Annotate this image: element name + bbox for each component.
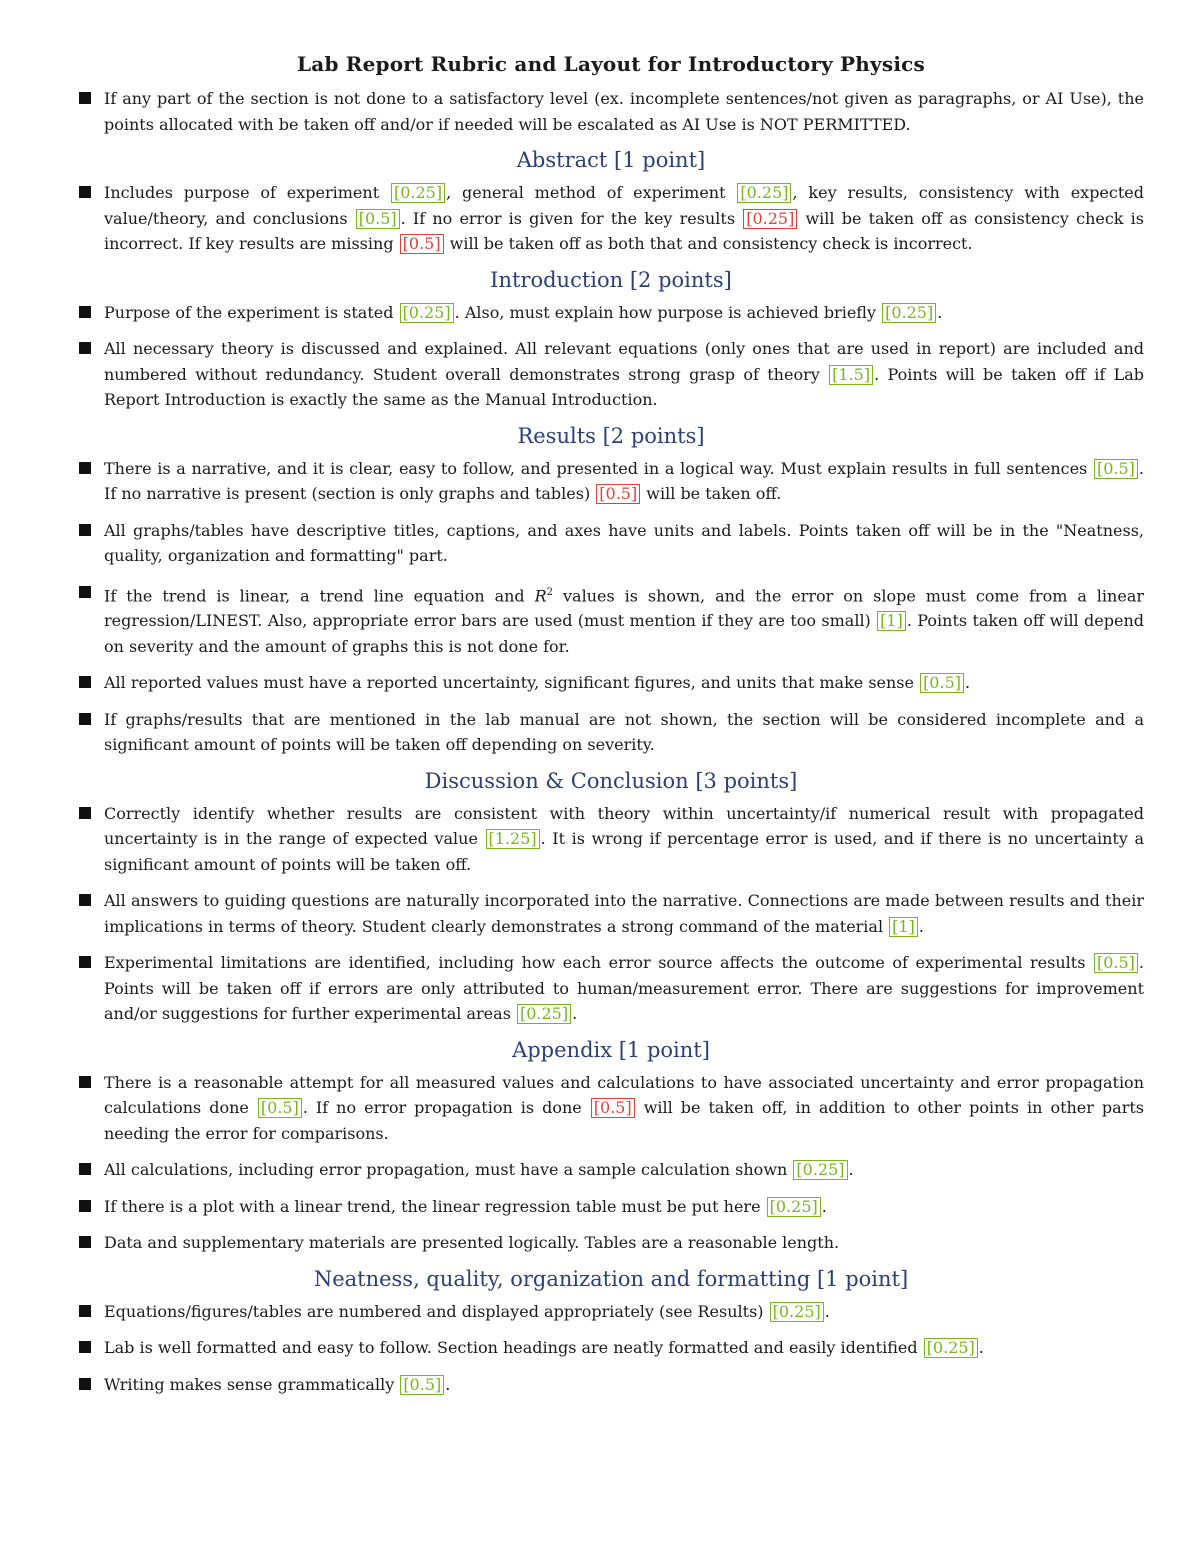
page-title: Lab Report Rubric and Layout for Introductory Physics: [297, 52, 925, 76]
item-text: . If no error is given for the key results: [400, 208, 743, 228]
rubric-item: [78, 1194, 1144, 1220]
square-bullet-icon: [79, 1236, 91, 1248]
item-text: Purpose of the experiment is stated: [104, 302, 399, 322]
item-text: If graphs/results that are mentioned in the lab manual are not shown, the section will be considered incomplete and a significant amount of points will be taken off depending on severity.: [104, 709, 1144, 755]
points-awarded-badge: [0.25]: [400, 303, 454, 323]
rubric-item: [78, 518, 1144, 569]
item-text: There is a reasonable attempt for all measured values and calculations to have associated uncertainty and error propagation calculations done: [104, 1072, 1144, 1118]
square-bullet-icon: [79, 713, 91, 725]
points-awarded-badge: [0.5]: [1094, 953, 1138, 973]
item-text: All reported values must have a reported uncertainty, significant figures, and units that make sense: [104, 673, 920, 693]
rubric-section: [78, 148, 1144, 257]
square-bullet-icon: [79, 586, 91, 598]
item-text: If the trend is linear, a trend line equation and: [104, 585, 535, 605]
item-text: . Also, must explain how purpose is achieved briefly: [454, 302, 882, 322]
square-bullet-icon: [79, 186, 91, 198]
rubric-item: [78, 456, 1144, 507]
item-text: Experimental limitations are identified, including how each error source affects the outcome of experimental results: [104, 953, 1093, 973]
square-bullet-icon: [79, 1163, 91, 1175]
superscript: 2: [546, 586, 554, 598]
square-bullet-icon: [79, 342, 91, 354]
item-text: will be taken off.: [641, 484, 782, 503]
item-text: . Points will be taken off if errors are only attributed to human/measurement error. There are suggestions for improvement and/or suggestions for further experimental areas: [104, 953, 1144, 1024]
item-text: If any part of the section is not done to a satisfactory level (ex. incomplete sentences/not given as paragraphs, or AI Use), the points allocated with be taken off and/or if needed will be escalated as AI Use is NOT PERMITTED.: [104, 89, 1144, 134]
points-awarded-badge: [0.25]: [924, 1338, 978, 1358]
square-bullet-icon: [79, 1305, 91, 1317]
points-awarded-badge: [0.25]: [767, 1197, 821, 1217]
rubric-section: [78, 1038, 1144, 1256]
points-awarded-badge: [0.5]: [1094, 459, 1138, 479]
points-awarded-badge: [1.5]: [829, 365, 873, 385]
item-text: will be taken off as both that and consistency check is incorrect.: [444, 234, 973, 253]
item-text: , general method of experiment: [446, 183, 737, 202]
points-awarded-badge: [1.25]: [486, 829, 540, 849]
points-awarded-badge: [1]: [877, 611, 906, 631]
points-awarded-badge: [0.25]: [882, 303, 936, 323]
item-text: .: [848, 1160, 854, 1180]
section-heading: Introduction [2 points]: [490, 267, 732, 292]
item-text: Equations/figures/tables are numbered and displayed appropriately (see Results): [104, 1301, 769, 1321]
item-text: .: [978, 1338, 984, 1358]
square-bullet-icon: [79, 894, 91, 906]
rubric-item: [78, 670, 1144, 696]
points-awarded-badge: [0.5]: [400, 1375, 444, 1395]
rubric-section: [78, 268, 1144, 413]
item-text: . It is wrong if percentage error is used, and if there is no uncertainty a significant amount of points will be taken off.: [104, 829, 1145, 874]
item-text: .: [821, 1196, 827, 1216]
item-text: .: [445, 1374, 451, 1394]
points-deducted-badge: [0.25]: [743, 209, 797, 229]
points-awarded-badge: [0.25]: [770, 1302, 824, 1322]
item-text: All answers to guiding questions are naturally incorporated into the narrative. Connections are made between results and their implications in terms of theory. Student clearly demonstrates a strong command of the material: [104, 891, 1144, 936]
rubric-item: [78, 180, 1144, 257]
square-bullet-icon: [79, 92, 91, 104]
section-heading: Results [2 points]: [517, 423, 705, 448]
rubric-item: [78, 1335, 1144, 1361]
item-text: values is shown, and the error on slope must come from a linear regression/LINEST. Also, appropriate error bars are used (must mention if they are too small): [104, 585, 1145, 631]
section-heading: Discussion & Conclusion [3 points]: [424, 768, 798, 793]
item-text: All calculations, including error propagation, must have a sample calculation shown: [104, 1160, 793, 1180]
section-heading: Neatness, quality, organization and formatting [1 point]: [313, 1266, 909, 1291]
item-text: There is a narrative, and it is clear, easy to follow, and presented in a logical way. Must explain results in full sentences: [104, 458, 1093, 478]
points-awarded-badge: [0.25]: [391, 183, 445, 203]
points-deducted-badge: [0.5]: [400, 234, 444, 254]
points-awarded-badge: [0.5]: [920, 673, 964, 693]
rubric-item: [78, 86, 1144, 137]
rubric-item: [78, 1070, 1144, 1147]
sections-container: [78, 148, 1144, 1397]
item-text: , key results, consistency with expected value/theory, and conclusions: [104, 183, 1144, 228]
points-deducted-badge: [0.5]: [591, 1098, 635, 1118]
square-bullet-icon: [79, 1076, 91, 1088]
item-text: Lab is well formatted and easy to follow. Section headings are neatly formatted and easily identified: [104, 1338, 923, 1358]
square-bullet-icon: [79, 462, 91, 474]
item-text: Correctly identify whether results are consistent with theory within uncertainty/if numerical result with propagated uncertainty is in the range of expected value: [104, 803, 1144, 849]
item-text: Writing makes sense grammatically: [104, 1374, 400, 1394]
rubric-item: [78, 950, 1144, 1027]
square-bullet-icon: [79, 1341, 91, 1353]
item-text: . Points taken off will depend on severity and the amount of graphs this is not done for.: [104, 611, 1145, 656]
item-text: .: [572, 1004, 578, 1024]
rubric-item: [78, 300, 1144, 326]
rubric-item: [78, 1299, 1144, 1325]
item-text: . Points will be taken off if Lab Report Introduction is exactly the same as the Manual Introduction.: [104, 364, 1145, 409]
item-text: All graphs/tables have descriptive titles, captions, and axes have units and labels. Points taken off will be in the "Neatness, quality, organization and formatting" part.: [104, 520, 1144, 565]
section-heading: Appendix [1 point]: [512, 1037, 710, 1062]
item-text: . If no error propagation is done: [302, 1098, 590, 1118]
item-text: If there is a plot with a linear trend, the linear regression table must be put here: [104, 1196, 766, 1216]
square-bullet-icon: [79, 807, 91, 819]
item-text: .: [918, 916, 924, 936]
rubric-item: [78, 1372, 1144, 1398]
points-awarded-badge: [0.25]: [793, 1160, 847, 1180]
rubric-item: [78, 707, 1144, 758]
square-bullet-icon: [79, 524, 91, 536]
points-deducted-badge: [0.5]: [596, 484, 640, 504]
rubric-item: [78, 580, 1144, 660]
rubric-section: [78, 769, 1144, 1027]
rubric-page: [78, 52, 1144, 1408]
square-bullet-icon: [79, 676, 91, 688]
points-awarded-badge: [0.5]: [258, 1098, 302, 1118]
item-text: Includes purpose of experiment: [104, 183, 390, 202]
item-text: .: [965, 673, 971, 693]
section-heading: Abstract [1 point]: [516, 148, 706, 172]
rubric-item: [78, 1230, 1144, 1256]
rubric-item: [78, 1157, 1144, 1183]
points-awarded-badge: [0.25]: [517, 1004, 571, 1024]
rubric-section: [78, 424, 1144, 758]
square-bullet-icon: [79, 306, 91, 318]
rubric-item: [78, 801, 1144, 878]
intro-list: [78, 86, 1144, 137]
rubric-item: [78, 336, 1144, 413]
item-text: .: [937, 302, 943, 322]
square-bullet-icon: [79, 1200, 91, 1212]
item-text: All necessary theory is discussed and explained. All relevant equations (only ones that are used in report) are included and numbered without redundancy. Student overall demonstrates strong grasp of theory: [104, 339, 1144, 384]
item-text: .: [824, 1301, 830, 1321]
points-awarded-badge: [1]: [889, 917, 918, 937]
item-text: Data and supplementary materials are presented logically. Tables are a reasonable length.: [104, 1233, 840, 1253]
rubric-section: [78, 1267, 1144, 1398]
math-symbol: R: [534, 585, 547, 605]
points-awarded-badge: [0.25]: [737, 183, 791, 203]
item-text: will be taken off as consistency check is incorrect. If key results are missing: [104, 208, 1145, 253]
item-text: will be taken off, in addition to other points in other parts needing the error for comparisons.: [104, 1098, 1145, 1143]
rubric-item: [78, 888, 1144, 939]
square-bullet-icon: [79, 1378, 91, 1390]
points-awarded-badge: [0.5]: [356, 209, 400, 229]
square-bullet-icon: [79, 956, 91, 968]
item-text: . If no narrative is present (section is only graphs and tables): [104, 458, 1144, 503]
